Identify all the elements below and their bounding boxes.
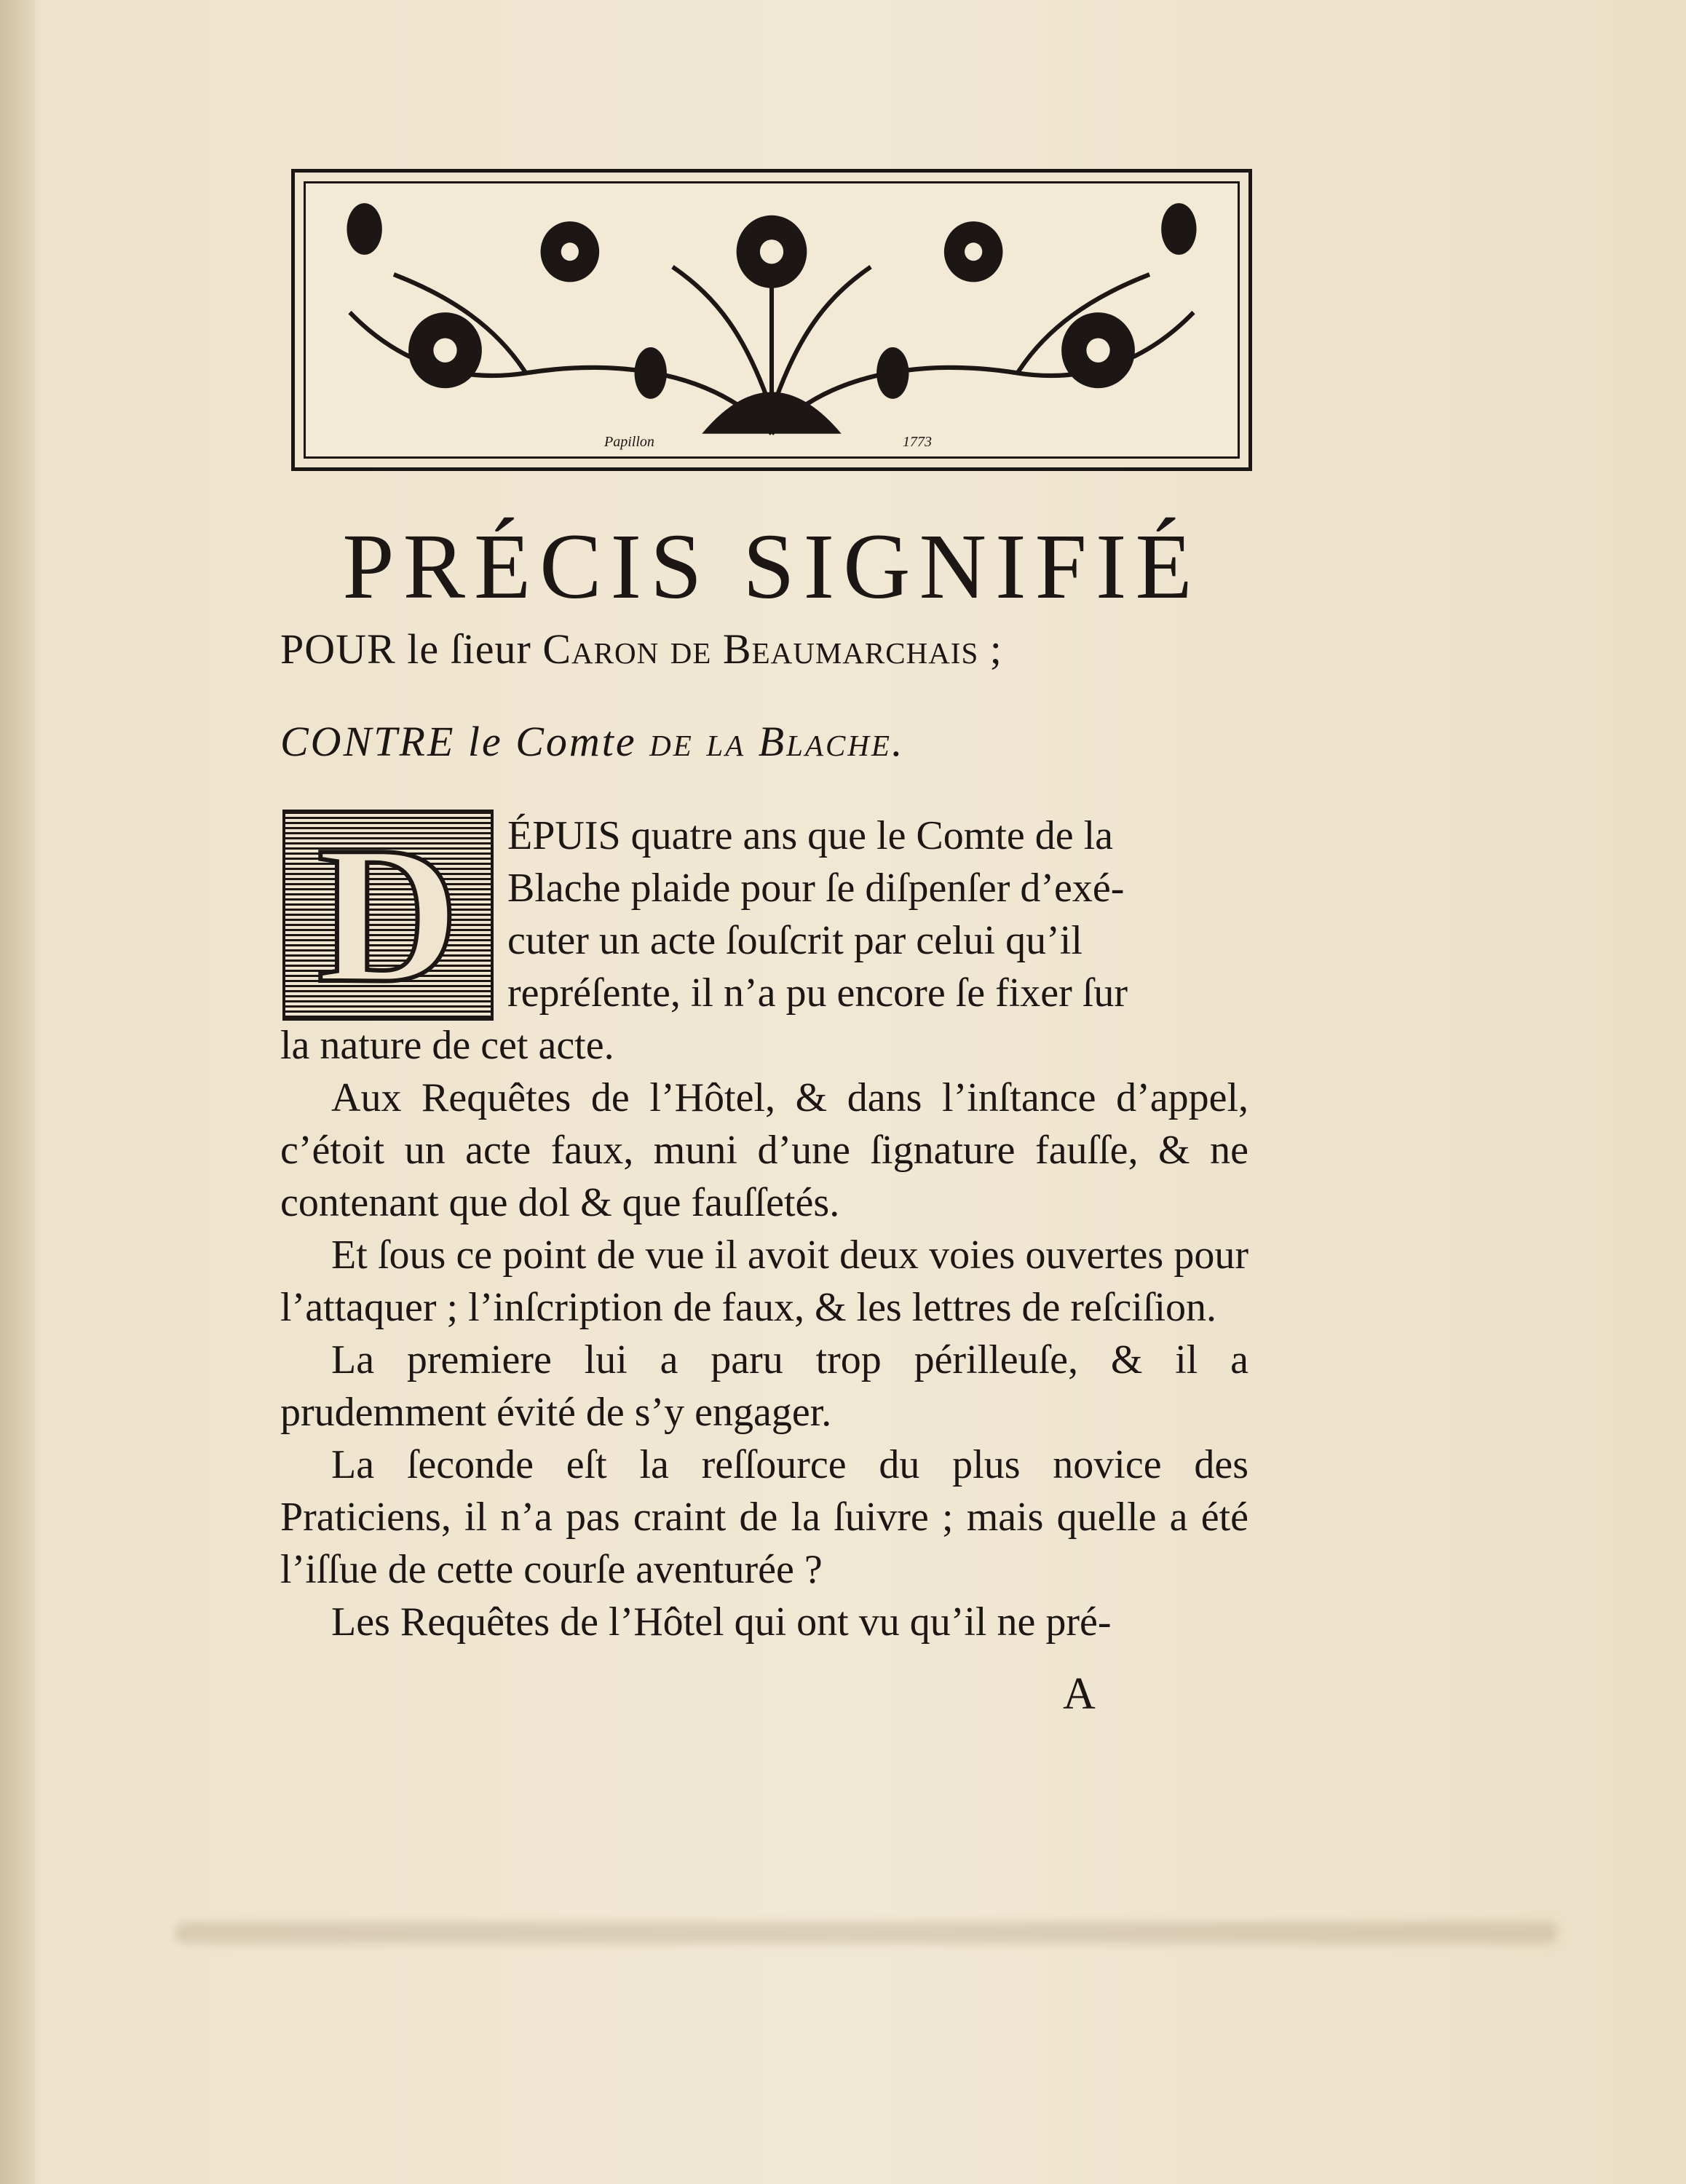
- pour-line: [280, 625, 1263, 673]
- drop-capital-letter: D: [317, 806, 459, 1024]
- contre-lead: CONTRE: [280, 718, 456, 765]
- contre-text: le Comte: [455, 718, 650, 765]
- pour-text: le ſieur: [395, 625, 543, 673]
- signature-mark: A: [1063, 1669, 1096, 1719]
- body-line: Blache plaide pour ſe diſpenſer d’exé-: [507, 866, 1125, 911]
- engraving-year: 1773: [903, 434, 932, 450]
- pour-name: Caron de Beaumarchais ;: [542, 625, 1002, 673]
- binding-spine: [0, 0, 35, 2184]
- floral-ornament-icon: [306, 183, 1238, 456]
- body-line: la nature de cet acte.: [280, 1023, 614, 1068]
- body-line: ÉPUIS quatre ans que le Comte de la: [507, 813, 1114, 858]
- contre-line: [280, 717, 1263, 766]
- document-title: PRÉCIS SIGNIFIÉ: [342, 515, 1201, 618]
- paragraph: La premiere lui a paru trop périlleuſe, & il a prudemment évité de s’y engager.: [280, 1337, 1248, 1435]
- body-line: cuter un acte ſouſcrit par celui qu’il: [507, 918, 1083, 963]
- paper-stain: [175, 1922, 1558, 1944]
- pour-lead: POUR: [280, 625, 396, 673]
- body-line: repréſente, il n’a pu encore ſe fixer ſur: [507, 970, 1128, 1016]
- headpiece-frame: [304, 181, 1240, 459]
- engraver-signature: Papillon: [604, 434, 654, 450]
- paragraph: La ſeconde eſt la reſſource du plus novice des Praticiens, il n’a pas craint de la ſuivre ; mais quelle a été l’iſſue de cette courſe aventurée ?: [280, 1442, 1248, 1592]
- contre-name: de la Blache.: [649, 718, 905, 765]
- paragraph: Les Requêtes de l’Hôtel qui ont vu qu’il ne pré-: [331, 1599, 1112, 1645]
- paragraph: Aux Requêtes de l’Hôtel, & dans l’inſtance d’appel, c’étoit un acte faux, muni d’une ſignature fauſſe, & ne contenant que dol & que fauſſetés.: [280, 1075, 1248, 1225]
- body-text: [280, 806, 1248, 1648]
- paragraph: Et ſous ce point de vue il avoit deux voies ouvertes pour l’attaquer ; l’inſcription de faux, & les lettres de reſciſion.: [280, 1233, 1248, 1330]
- floral-headpiece: [291, 169, 1252, 471]
